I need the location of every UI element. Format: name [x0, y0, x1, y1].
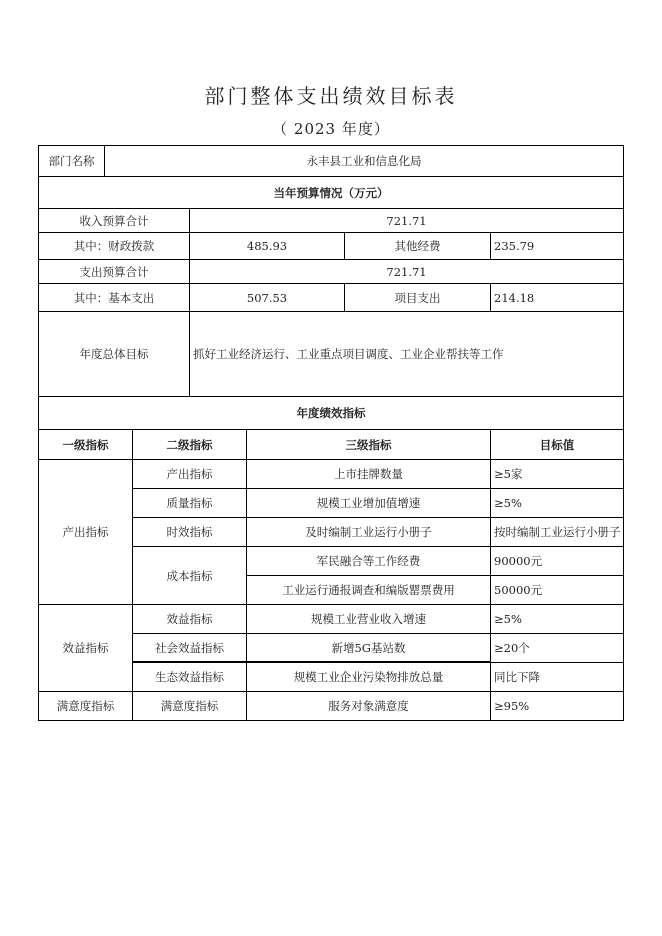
target-cell: ≥95%: [490, 691, 624, 721]
target-cell: 按时编制工业运行小册子: [490, 517, 624, 547]
year-line: （ 2023 年度）: [272, 120, 390, 138]
level2-satisfaction: 满意度指标: [132, 691, 247, 721]
indicator-cell: 上市挂牌数量: [246, 459, 491, 489]
target-cell: ≥20个: [490, 633, 624, 663]
expense-total-value: 721.71: [189, 259, 624, 284]
income-total-label: 收入预算合计: [38, 208, 190, 233]
goal-text: 抓好工业经济运行、工业重点项目调度、工业企业帮扶等工作: [189, 311, 624, 397]
other-value: 235.79: [490, 232, 624, 260]
goal-label: 年度总体目标: [38, 311, 190, 397]
indicator-cell: 规模工业增加值增速: [246, 488, 491, 518]
target-cell: 90000元: [490, 546, 624, 576]
indicator-cell: 规模工业营业收入增速: [246, 604, 491, 634]
fiscal-value: 485.93: [189, 232, 345, 260]
dept-name-cell: 永丰县工业和信息化局: [104, 145, 624, 177]
target-cell: ≥5%: [490, 488, 624, 518]
level2-ecology: 生态效益指标: [132, 662, 247, 692]
budget-header: 当年预算情况（万元）: [38, 176, 624, 209]
basic-label: 其中：基本支出: [38, 283, 190, 312]
target-cell: 50000元: [490, 575, 624, 605]
col-header-level3: 三级指标: [246, 429, 491, 460]
level1-satisfaction: 满意度指标: [38, 691, 133, 721]
basic-value: 507.53: [189, 283, 345, 312]
indicator-cell: 服务对象满意度: [246, 691, 491, 721]
level2-social: 社会效益指标: [132, 633, 247, 663]
level2-cost: 成本指标: [132, 546, 247, 605]
target-cell: ≥5家: [490, 459, 624, 489]
indicator-cell: 规模工业企业污染物排放总量: [246, 662, 491, 692]
level2-quality: 质量指标: [132, 488, 247, 518]
fiscal-label: 其中：财政拨款: [38, 232, 190, 260]
indicator-cell: 军民融合等工作经费: [246, 546, 491, 576]
other-label: 其他经费: [344, 232, 491, 260]
col-header-level1: 一级指标: [38, 429, 133, 460]
income-total-value: 721.71: [189, 208, 624, 233]
project-value: 214.18: [490, 283, 624, 312]
perf-header: 年度绩效指标: [38, 396, 624, 430]
level1-output: 产出指标: [38, 459, 133, 605]
level2-timeliness: 时效指标: [132, 517, 247, 547]
level2-output: 产出指标: [132, 459, 247, 489]
level1-benefit: 效益指标: [38, 604, 133, 692]
expense-total-label: 支出预算合计: [38, 259, 190, 284]
col-header-target: 目标值: [490, 429, 624, 460]
target-cell: ≥5%: [490, 604, 624, 634]
level2-benefit: 效益指标: [132, 604, 247, 634]
page-title: 部门整体支出绩效目标表: [204, 84, 458, 108]
indicator-cell: 及时编制工业运行小册子: [246, 517, 491, 547]
col-header-level2: 二级指标: [132, 429, 247, 460]
indicator-cell: 工业运行通报调查和编版罂票费用: [246, 575, 491, 605]
dept-label-cell: 部门名称: [38, 145, 105, 177]
target-cell: 同比下降: [490, 662, 624, 692]
indicator-cell: 新增5G基站数: [246, 633, 491, 663]
project-label: 项目支出: [344, 283, 491, 312]
